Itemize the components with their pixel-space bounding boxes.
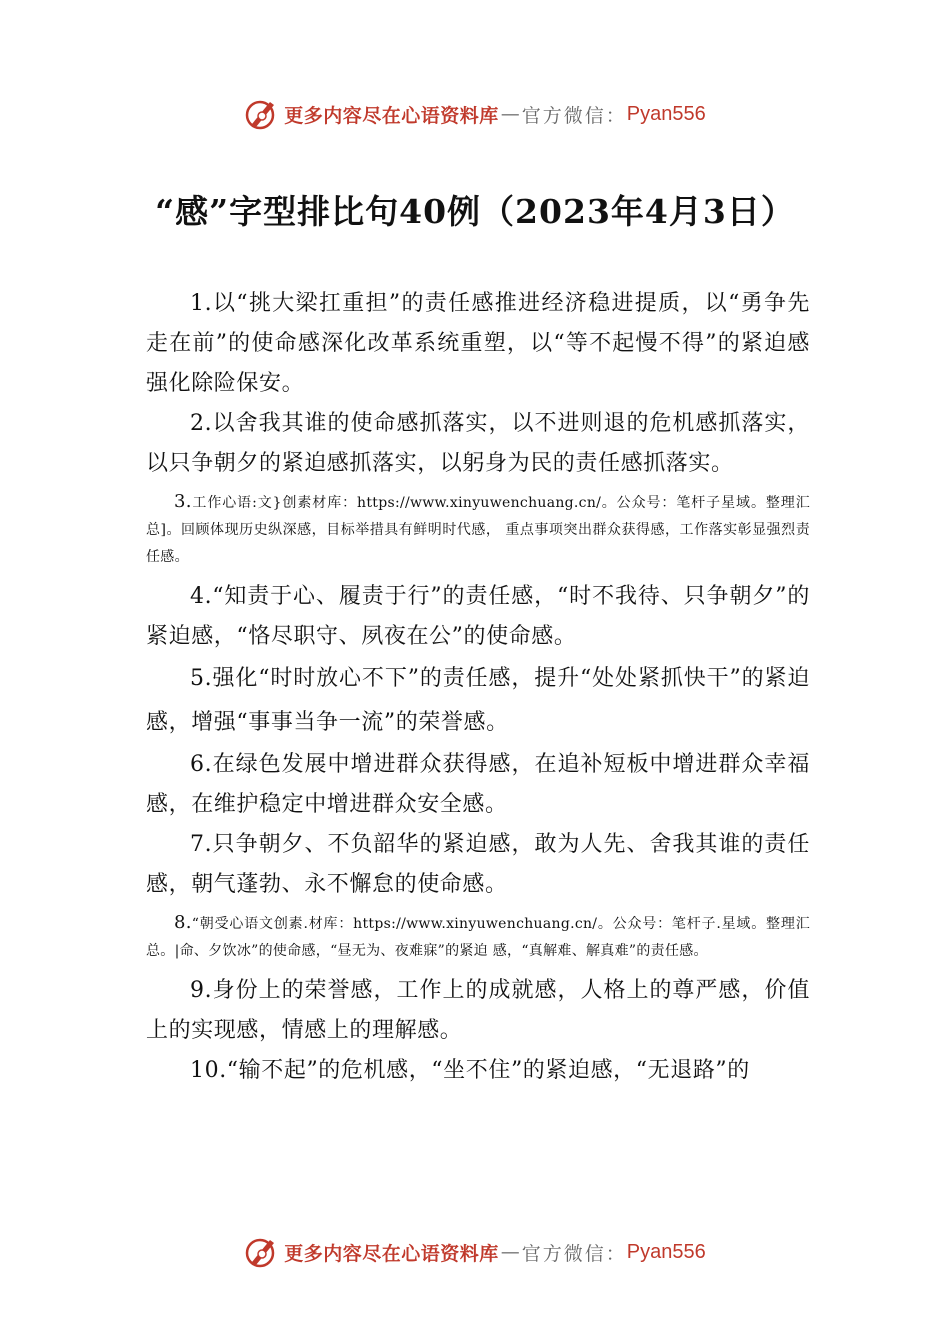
paragraph-number: 1. bbox=[190, 291, 213, 316]
banner-dash: — bbox=[500, 103, 520, 125]
paragraph-text: “朝受心语文创素.材库：https://www.xinyuwenchuang.cn/。公众号：笔杆子.星域。整理汇总。|命、夕饮冰”的使命感，“昼无为、夜难寐”的紧迫 感，“真解难、解真难”的责任感。 bbox=[146, 916, 810, 959]
paragraph-8 bbox=[146, 909, 810, 965]
header-watermark-banner bbox=[0, 94, 950, 134]
banner-wechat-id: Pyan556 bbox=[626, 1240, 706, 1263]
paragraph-number: 5. bbox=[190, 666, 213, 691]
banner-wechat-label: 官方微信： bbox=[521, 104, 627, 127]
paragraph-text: 以舍我其谁的使命感抓落实，以不进则退的危机感抓落实，以只争朝夕的紧迫感抓落实，以躬身为民的责任感抓落实。 bbox=[146, 411, 810, 476]
paragraph-number: 3. bbox=[174, 491, 192, 512]
paragraph-text: 强化“时时放心不下”的责任感，提升“处处紧抓快干”的紧迫感，增强“事事当争一流”的荣誉感。 bbox=[146, 666, 810, 735]
pen-logo-icon bbox=[244, 96, 280, 132]
paragraph-6 bbox=[146, 745, 810, 825]
pen-logo-icon bbox=[244, 1234, 280, 1270]
paragraph-text: 以“挑大梁扛重担”的责任感推进经济稳进提质，以“勇争先走在前”的使命感深化改革系统重塑，以“等不起慢不得”的紧迫感强化除险保安。 bbox=[146, 291, 810, 396]
paragraph-text: 身份上的荣誉感，工作上的成就感，人格上的尊严感，价值上的实现感，情感上的理解感。 bbox=[146, 978, 810, 1043]
banner-text: 更多内容尽在心语资料库 bbox=[284, 1242, 499, 1265]
banner-text: 更多内容尽在心语资料库 bbox=[284, 104, 499, 127]
paragraph-number: 2. bbox=[190, 411, 213, 436]
paragraph-number: 6. bbox=[190, 752, 213, 777]
paragraph-number: 8. bbox=[174, 912, 192, 933]
paragraph-number: 9. bbox=[190, 978, 213, 1003]
document-title: “感”字型排比句40例（2023年4月3日） bbox=[155, 192, 795, 231]
paragraph-text: 只争朝夕、不负韶华的紧迫感，敢为人先、舍我其谁的责任感，朝气蓬勃、永不懈怠的使命感。 bbox=[146, 832, 810, 897]
paragraph-5 bbox=[146, 657, 810, 745]
paragraph-text: 在绿色发展中增进群众获得感，在追补短板中增进群众幸福感，在维护稳定中增进群众安全感。 bbox=[146, 752, 810, 817]
paragraph-number: 4. bbox=[190, 584, 213, 609]
paragraph-text: “输不起”的危机感，“坐不住”的紧迫感，“无退路”的 bbox=[226, 1058, 750, 1083]
paragraph-text: “知责于心、履责于行”的责任感，“时不我待、只争朝夕”的紧迫感，“恪尽职守、夙夜在公”的使命感。 bbox=[146, 584, 810, 649]
paragraph-number: 7. bbox=[190, 832, 213, 857]
footer-watermark-banner bbox=[0, 1232, 950, 1272]
banner-dash: — bbox=[500, 1241, 520, 1263]
paragraph-text: 工作心语:文}创素材库：https://www.xinyuwenchuang.cn/。公众号：笔杆子星域。整理汇总]。回顾体现历史纵深感，目标举措具有鲜明时代感， 重点事项突出群众获得感，工作落实彰显强烈责任感。 bbox=[146, 495, 810, 565]
paragraph-9 bbox=[146, 971, 810, 1051]
paragraph-1 bbox=[146, 284, 810, 404]
paragraph-number: 10. bbox=[190, 1058, 227, 1083]
paragraph-7 bbox=[146, 825, 810, 905]
paragraph-2 bbox=[146, 404, 810, 484]
banner-wechat-id: Pyan556 bbox=[626, 102, 706, 125]
paragraph-3 bbox=[146, 488, 810, 571]
paragraph-10 bbox=[146, 1051, 810, 1091]
document-body bbox=[146, 284, 810, 1091]
banner-wechat-label: 官方微信： bbox=[521, 1242, 627, 1265]
paragraph-4 bbox=[146, 577, 810, 657]
